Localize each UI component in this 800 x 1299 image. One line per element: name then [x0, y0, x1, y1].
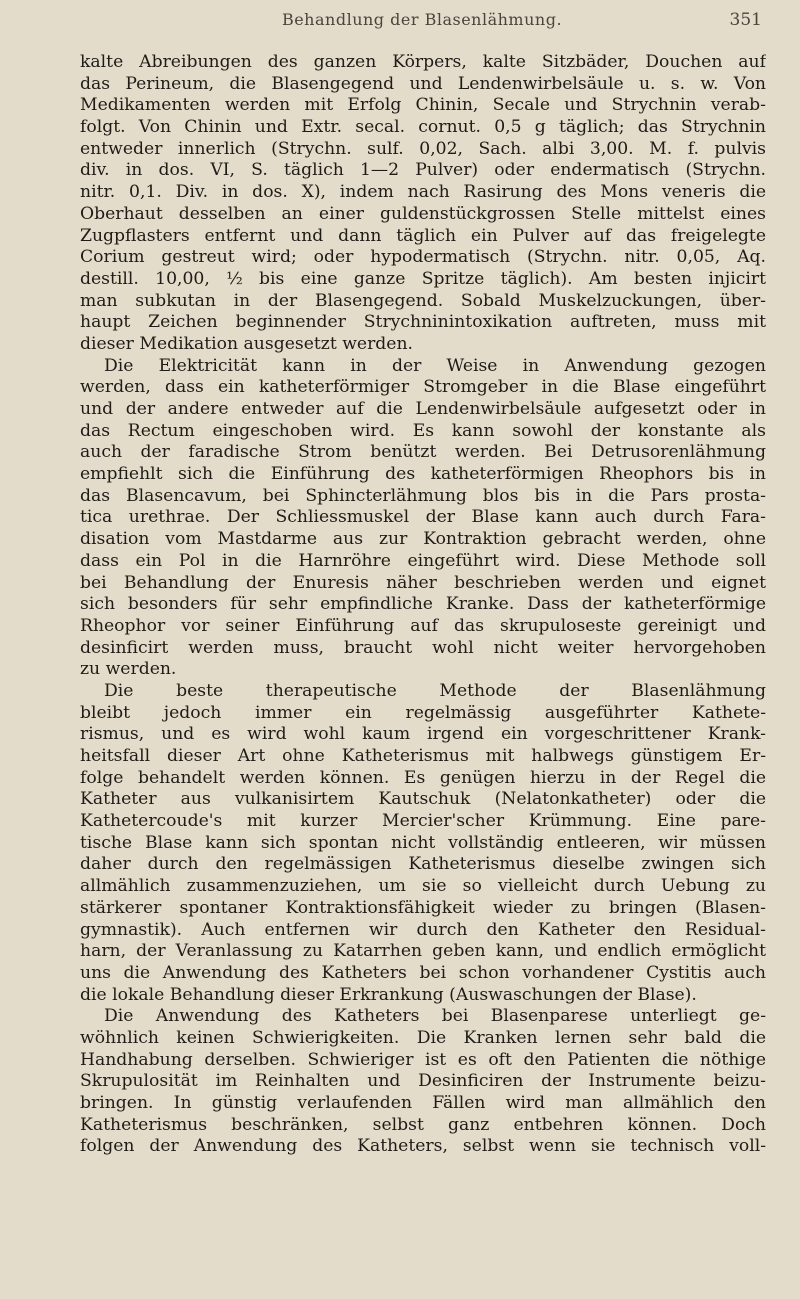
text-line: Katheterismus beschränken, selbst ganz entbehren können. Doch — [80, 1114, 766, 1135]
text-line: sich besonders für sehr empfindliche Kranke. Dass der katheterförmige — [80, 594, 766, 615]
text-line: Skrupulosität im Reinhalten und Desinficiren der Instrumente beizu- — [80, 1071, 766, 1092]
text-line: harn, der Veranlassung zu Katarrhen geben kann, und endlich ermöglicht — [80, 941, 766, 962]
text-line: Rheophor vor seiner Einführung auf das skrupuloseste gereinigt und — [80, 615, 766, 636]
text-line: Die Elektricität kann in der Weise in Anwendung gezogen — [104, 355, 766, 376]
text-line: das Perineum, die Blasengegend und Lendenwirbelsäule u. s. w. Von — [80, 73, 766, 94]
text-line: Oberhaut desselben an einer guldenstückgrossen Stelle mittelst eines — [80, 203, 766, 224]
text-line: folgen der Anwendung des Katheters, selbst wenn sie technisch voll- — [80, 1136, 766, 1157]
text-line: entweder innerlich (Strychn. sulf. 0,02, Sach. albi 3,00. M. f. pulvis — [80, 138, 766, 159]
text-line: rismus, und es wird wohl kaum irgend ein vorgeschrittener Krank- — [80, 724, 766, 745]
text-line: die lokale Behandlung dieser Erkrankung (Auswaschungen der Blase). — [80, 984, 697, 1005]
text-line: disation vom Mastdarme aus zur Kontraktion gebracht werden, ohne — [80, 529, 766, 550]
text-line: allmählich zusammenzuziehen, um sie so vielleicht durch Uebung zu — [80, 876, 766, 897]
text-line: tische Blase kann sich spontan nicht vollständig entleeren, wir müssen — [80, 832, 766, 853]
text-line: Kathetercoude's mit kurzer Mercier'scher Krümmung. Eine pare- — [80, 811, 766, 832]
text-line: Medikamenten werden mit Erfolg Chinin, Secale und Strychnin verab- — [80, 95, 766, 116]
text-line: stärkerer spontaner Kontraktionsfähigkeit wieder zu bringen (Blasen- — [80, 897, 766, 918]
text-line: auch der faradische Strom benützt werden. Bei Detrusorenlähmung — [80, 442, 766, 463]
text-line: folge behandelt werden können. Es genügen hierzu in der Regel die — [80, 767, 766, 788]
text-line: das Rectum eingeschoben wird. Es kann sowohl der konstante als — [80, 420, 766, 441]
text-line: dass ein Pol in die Harnröhre eingeführt wird. Diese Methode soll — [80, 550, 766, 571]
text-line: Handhabung derselben. Schwieriger ist es oft den Patienten die nöthige — [80, 1049, 766, 1070]
text-line: bei Behandlung der Enuresis näher beschrieben werden und eignet — [80, 572, 766, 593]
text-line: Zugpflasters entfernt und dann täglich ein Pulver auf das freigelegte — [80, 225, 766, 246]
text-line: zu werden. — [80, 659, 177, 680]
text-line: uns die Anwendung des Katheters bei schon vorhandener Cystitis auch — [80, 962, 766, 983]
text-line: folgt. Von Chinin und Extr. secal. cornut. 0,5 g täglich; das Strychnin — [80, 117, 766, 138]
text-line: empfiehlt sich die Einführung des katheterförmigen Rheophors bis in — [80, 464, 766, 485]
text-line: man subkutan in der Blasengegend. Sobald Muskelzuckungen, über- — [80, 290, 766, 311]
text-line: das Blasencavum, bei Sphincterlähmung blos bis in die Pars prosta- — [80, 485, 766, 506]
text-line: Corium gestreut wird; oder hypodermatisch (Strychn. nitr. 0,05, Aq. — [80, 247, 766, 268]
text-line: kalte Abreibungen des ganzen Körpers, kalte Sitzbäder, Douchen auf — [80, 52, 766, 72]
text-line: heitsfall dieser Art ohne Katheterismus mit halbwegs günstigem Er- — [80, 746, 766, 766]
text-line: und der andere entweder auf die Lendenwirbelsäule aufgesetzt oder in — [80, 399, 766, 419]
text-line: desinficirt werden muss, braucht wohl nicht weiter hervorgehoben — [80, 637, 766, 658]
running-head — [82, 10, 762, 34]
running-title: Behandlung der Blasenlähmung. — [281, 10, 563, 29]
page-number: 351 — [729, 10, 762, 30]
text-line: bringen. In günstig verlaufenden Fällen wird man allmählich den — [80, 1093, 766, 1113]
text-line: wöhnlich keinen Schwierigkeiten. Die Kranken lernen sehr bald die — [80, 1027, 766, 1048]
text-line: destill. 10,00, ½ bis eine ganze Spritze täglich). Am besten injicirt — [80, 268, 766, 289]
text-line: daher durch den regelmässigen Katheterismus dieselbe zwingen sich — [80, 854, 766, 875]
text-line: werden, dass ein katheterförmiger Stromgeber in die Blase eingeführt — [80, 377, 766, 398]
text-line: Katheter aus vulkanisirtem Kautschuk (Nelatonkatheter) oder die — [80, 789, 766, 810]
text-line: Die Anwendung des Katheters bei Blasenparese unterliegt ge- — [104, 1006, 766, 1027]
text-line: bleibt jedoch immer ein regelmässig ausgeführter Kathete- — [80, 702, 766, 723]
text-line: gymnastik). Auch entfernen wir durch den Katheter den Residual- — [80, 919, 766, 940]
text-line: dieser Medikation ausgesetzt werden. — [80, 333, 413, 354]
text-line: tica urethrae. Der Schliessmuskel der Blase kann auch durch Fara- — [80, 507, 766, 528]
text-line: haupt Zeichen beginnender Strychninintoxikation auftreten, muss mit — [80, 312, 766, 333]
text-line: div. in dos. VI, S. täglich 1—2 Pulver) oder endermatisch (Strychn. — [80, 160, 766, 181]
text-line: nitr. 0,1. Div. in dos. X), indem nach Rasirung des Mons veneris die — [80, 182, 766, 203]
body-text — [80, 52, 766, 1158]
text-line: Die beste therapeutische Methode der Blasenlähmung — [104, 680, 766, 701]
